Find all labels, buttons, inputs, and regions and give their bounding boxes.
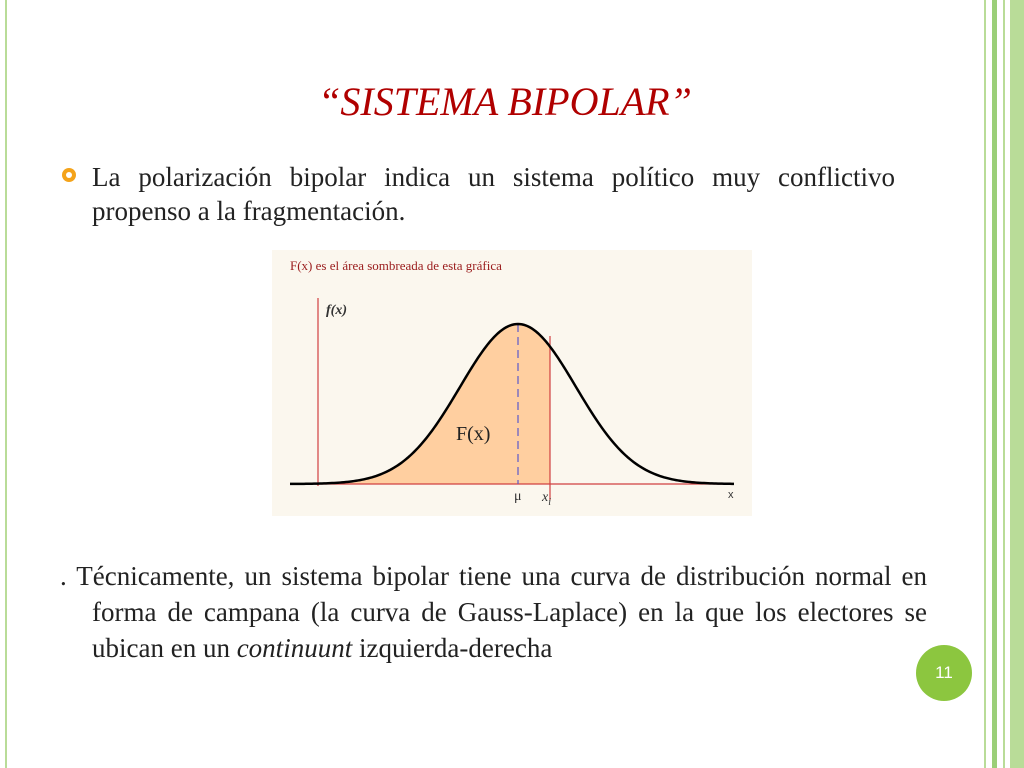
y-axis-label: f(x) <box>326 303 347 318</box>
paragraph-text-1: . Técnicamente, un sistema bipolar tiene una curva de distribución normal en forma de campana (la curva de Gauss-Laplace) en la que los electores se ubican en un <box>60 561 927 663</box>
xi-tick-main: x <box>542 490 549 505</box>
normal-distribution-figure <box>272 250 752 516</box>
bullet-text: La polarización bipolar indica un sistema político muy conflictivo propenso a la fragmentación. <box>92 162 895 226</box>
figure-svg <box>272 250 752 516</box>
page-number-badge: 11 <box>916 645 972 701</box>
mu-tick-label: μ <box>514 489 522 504</box>
xi-tick-subscript: i <box>548 497 551 508</box>
paragraph-italic-term: continuunt <box>236 633 353 663</box>
area-label: F(x) <box>456 423 491 445</box>
paragraph-text-2: izquierda-derecha <box>352 633 553 663</box>
bullet-item <box>60 160 895 228</box>
figure-caption: F(x) es el área sombreada de esta gráfica <box>290 258 502 273</box>
body-paragraph <box>60 558 927 666</box>
slide-title: “SISTEMA BIPOLAR” <box>318 79 692 124</box>
x-axis-label: x <box>728 489 734 501</box>
bullet-circle-icon <box>60 166 80 228</box>
shaded-area <box>318 324 550 484</box>
